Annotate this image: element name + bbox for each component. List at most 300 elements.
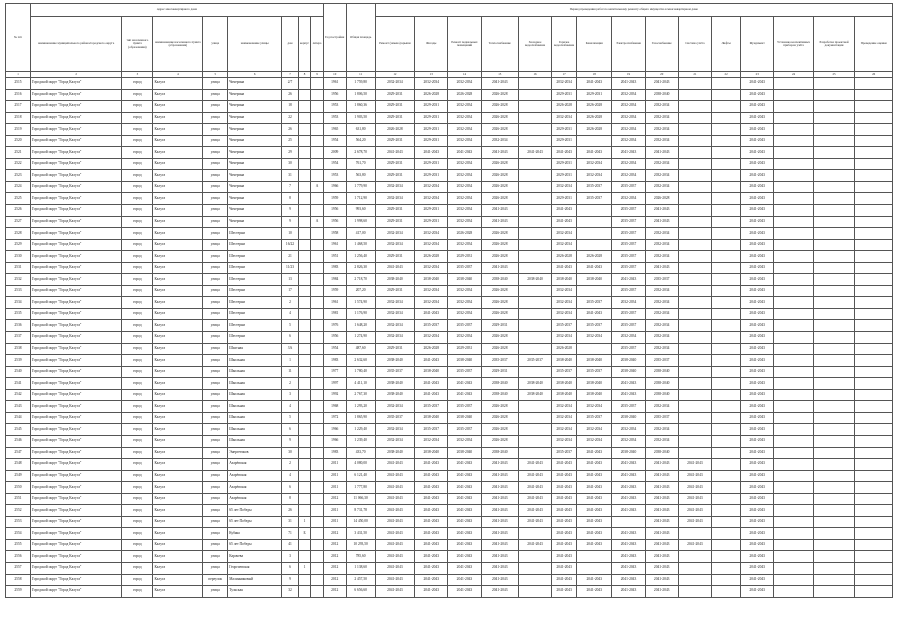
year-cell: 1958 xyxy=(323,228,346,240)
house-cell: 2/7 xyxy=(282,78,299,90)
period-cell: 2035-2037 xyxy=(577,320,612,332)
area-cell: 1 293,20 xyxy=(346,401,375,413)
table-row xyxy=(6,239,893,251)
settlement-cell: Калуга xyxy=(153,274,203,286)
period-cell: 2038-2040 xyxy=(645,378,678,390)
period-cell: 2029-2031 xyxy=(415,112,448,124)
settlement-cell: Калуга xyxy=(153,493,203,505)
period-cell: 2041-2043 xyxy=(375,493,414,505)
korpus-cell xyxy=(298,435,310,447)
table-row xyxy=(6,320,893,332)
table-row xyxy=(6,332,893,344)
table-row xyxy=(6,112,893,124)
period-cell: 2032-2034 xyxy=(552,412,577,424)
street-type-cell: улица xyxy=(203,459,228,471)
period-cell: 2029-2031 xyxy=(375,89,414,101)
period-cell xyxy=(813,355,855,367)
year-cell: 1961 xyxy=(323,297,346,309)
house-cell: 7 xyxy=(282,181,299,193)
empty-cell xyxy=(855,308,893,320)
period-cell xyxy=(518,158,551,170)
house-cell: 5 xyxy=(282,320,299,332)
municipal-cell: Городской округ "Город Калуга" xyxy=(30,147,121,159)
period-cell: 2032-2034 xyxy=(375,320,414,332)
period-cell xyxy=(712,366,741,378)
period-cell: 2041-2043 xyxy=(415,459,448,471)
period-cell: 2035-2037 xyxy=(448,262,481,274)
area-cell: 1 229,40 xyxy=(346,424,375,436)
period-cell xyxy=(774,135,813,147)
table-row xyxy=(6,412,893,424)
column-number: 17 xyxy=(552,72,577,78)
period-cell: 2029-2031 xyxy=(448,251,481,263)
period-cell: 2029-2031 xyxy=(415,101,448,113)
empty-cell xyxy=(855,355,893,367)
period-cell: 2035-2037 xyxy=(577,297,612,309)
period-cell: 2041-2043 xyxy=(481,262,518,274)
municipal-cell: Городской округ "Город Калуга" xyxy=(30,124,121,136)
period-cell xyxy=(678,562,711,574)
municipal-cell: Городской округ "Город Калуга" xyxy=(30,562,121,574)
header-meters: Установка коллективных приборов учёта xyxy=(774,17,813,72)
period-cell: 2041-2043 xyxy=(552,470,577,482)
empty-cell xyxy=(855,424,893,436)
period-cell: 2041-2043 xyxy=(645,482,678,494)
house-cell: 18 xyxy=(282,101,299,113)
street-type-cell: улица xyxy=(203,78,228,90)
row-number: 2515 xyxy=(6,78,31,90)
empty-cell xyxy=(855,112,893,124)
period-cell: 2032-2034 xyxy=(552,112,577,124)
street-cell: Чичерина xyxy=(228,101,282,113)
settlement-type-cell: город xyxy=(122,355,153,367)
year-cell: 1992 xyxy=(323,389,346,401)
header-area: Общая площадь xyxy=(346,4,375,72)
period-cell xyxy=(518,551,551,563)
period-cell: 2041-2043 xyxy=(678,482,711,494)
period-cell: 2041-2043 xyxy=(375,528,414,540)
settlement-type-cell: город xyxy=(122,435,153,447)
period-cell xyxy=(678,320,711,332)
area-cell: 761,70 xyxy=(346,158,375,170)
period-cell: 2032-2034 xyxy=(552,332,577,344)
period-cell: 2041-2043 xyxy=(448,562,481,574)
period-cell: 2041-2043 xyxy=(612,274,645,286)
year-cell: 1953 xyxy=(323,112,346,124)
period-cell xyxy=(774,158,813,170)
table-row xyxy=(6,89,893,101)
row-number: 2539 xyxy=(6,355,31,367)
row-number: 2525 xyxy=(6,193,31,205)
period-cell: 2035-2037 xyxy=(612,343,645,355)
settlement-type-cell: город xyxy=(122,424,153,436)
period-cell: 2038-2040 xyxy=(577,274,612,286)
korpus-cell xyxy=(298,147,310,159)
settlement-cell: Калуга xyxy=(153,505,203,517)
settlement-type-cell: город xyxy=(122,112,153,124)
street-type-cell: улица xyxy=(203,158,228,170)
period-cell: 2029-2031 xyxy=(448,343,481,355)
period-cell: 2041-2043 xyxy=(741,170,774,182)
settlement-type-cell: город xyxy=(122,562,153,574)
year-cell: 2011 xyxy=(323,516,346,528)
period-cell xyxy=(712,539,741,551)
table-row xyxy=(6,135,893,147)
period-cell: 2041-2043 xyxy=(741,308,774,320)
period-cell: 2041-2043 xyxy=(741,239,774,251)
row-number: 2550 xyxy=(6,482,31,494)
period-cell xyxy=(678,355,711,367)
period-cell xyxy=(813,147,855,159)
period-cell: 2038-2040 xyxy=(552,378,577,390)
period-cell xyxy=(577,228,612,240)
period-cell xyxy=(712,586,741,598)
period-cell: 2041-2043 xyxy=(741,101,774,113)
header-facade: Фасады xyxy=(415,17,448,72)
house-cell: 41 xyxy=(282,539,299,551)
period-cell: 2029-2031 xyxy=(552,170,577,182)
period-cell: 2026-2028 xyxy=(375,124,414,136)
period-cell: 2041-2043 xyxy=(481,586,518,598)
header-heat: Теплоснабжение xyxy=(481,17,518,72)
year-cell: 2012 xyxy=(323,551,346,563)
year-cell: 1966 xyxy=(323,181,346,193)
period-cell: 2041-2043 xyxy=(741,401,774,413)
settlement-type-cell: город xyxy=(122,412,153,424)
period-cell xyxy=(678,447,711,459)
period-cell xyxy=(712,378,741,390)
area-cell: 6 656,60 xyxy=(346,586,375,598)
period-cell: 2041-2043 xyxy=(678,505,711,517)
row-number: 2557 xyxy=(6,562,31,574)
area-cell: 487,60 xyxy=(346,343,375,355)
settlement-type-cell: город xyxy=(122,170,153,182)
litera-cell xyxy=(311,320,324,332)
municipal-cell: Городской округ "Город Калуга" xyxy=(30,343,121,355)
period-cell: 2038-2040 xyxy=(577,355,612,367)
settlement-type-cell: город xyxy=(122,216,153,228)
period-cell xyxy=(712,482,741,494)
period-cell: 2035-2037 xyxy=(415,424,448,436)
litera-cell xyxy=(311,158,324,170)
period-cell: 2029-2031 xyxy=(375,101,414,113)
period-cell xyxy=(813,251,855,263)
period-cell: 2038-2040 xyxy=(448,355,481,367)
street-type-cell: улица xyxy=(203,470,228,482)
period-cell xyxy=(712,193,741,205)
period-cell: 2041-2043 xyxy=(448,493,481,505)
period-cell xyxy=(678,181,711,193)
year-cell: 1981 xyxy=(323,308,346,320)
column-number: 19 xyxy=(612,72,645,78)
municipal-cell: Городской округ "Город Калуга" xyxy=(30,274,121,286)
street-type-cell: улица xyxy=(203,528,228,540)
period-cell xyxy=(678,274,711,286)
area-cell: 1 712,90 xyxy=(346,193,375,205)
korpus-cell xyxy=(298,320,310,332)
period-cell: 2038-2040 xyxy=(481,447,518,459)
street-cell: Школьная xyxy=(228,424,282,436)
area-cell: 10 293,50 xyxy=(346,539,375,551)
period-cell: 2041-2043 xyxy=(741,366,774,378)
period-cell: 2041-2043 xyxy=(741,205,774,217)
settlement-cell: Калуга xyxy=(153,112,203,124)
litera-cell xyxy=(311,378,324,390)
settlement-type-cell: город xyxy=(122,89,153,101)
period-cell xyxy=(774,239,813,251)
litera-cell xyxy=(311,308,324,320)
year-cell: 1953 xyxy=(323,101,346,113)
period-cell: 2041-2043 xyxy=(645,539,678,551)
period-cell: 2032-2034 xyxy=(612,332,645,344)
period-cell: 2041-2043 xyxy=(612,147,645,159)
period-cell xyxy=(774,78,813,90)
house-cell: 32 xyxy=(282,586,299,598)
period-cell xyxy=(577,205,612,217)
street-type-cell: улица xyxy=(203,539,228,551)
period-cell xyxy=(774,435,813,447)
period-cell: 2032-2034 xyxy=(448,78,481,90)
municipal-cell: Городской округ "Город Калуга" xyxy=(30,447,121,459)
settlement-cell: Калуга xyxy=(153,239,203,251)
municipal-cell: Городской округ "Город Калуга" xyxy=(30,89,121,101)
period-cell: 2041-2043 xyxy=(415,308,448,320)
period-cell xyxy=(813,493,855,505)
period-cell: 2032-2034 xyxy=(375,228,414,240)
period-cell: 2041-2043 xyxy=(741,251,774,263)
period-cell: 2038-2040 xyxy=(518,389,551,401)
period-cell: 2038-2040 xyxy=(481,378,518,390)
period-cell xyxy=(813,528,855,540)
settlement-cell: Калуга xyxy=(153,562,203,574)
house-cell: 3А xyxy=(282,343,299,355)
period-cell xyxy=(774,262,813,274)
house-cell: 71 xyxy=(282,528,299,540)
row-number: 2540 xyxy=(6,366,31,378)
municipal-cell: Городской округ "Город Калуга" xyxy=(30,389,121,401)
period-cell: 2041-2043 xyxy=(741,389,774,401)
litera-cell xyxy=(311,205,324,217)
area-cell: 1 574,90 xyxy=(346,297,375,309)
street-cell: Чичерина xyxy=(228,216,282,228)
period-cell: 2038-2040 xyxy=(448,447,481,459)
street-cell: 65 лет Победы xyxy=(228,539,282,551)
period-cell xyxy=(712,459,741,471)
table-row xyxy=(6,586,893,598)
litera-cell xyxy=(311,389,324,401)
header-no: № п/п xyxy=(6,4,31,72)
street-cell: Шестерни xyxy=(228,274,282,286)
period-cell: 2032-2034 xyxy=(375,181,414,193)
period-cell xyxy=(712,528,741,540)
empty-cell xyxy=(855,505,893,517)
period-cell xyxy=(774,505,813,517)
period-cell xyxy=(774,101,813,113)
period-cell: 2041-2043 xyxy=(645,574,678,586)
house-cell: 6 xyxy=(282,332,299,344)
street-cell: Кубяка xyxy=(228,528,282,540)
period-cell: 2041-2043 xyxy=(552,147,577,159)
period-cell: 2041-2043 xyxy=(481,516,518,528)
house-cell: 3 xyxy=(282,551,299,563)
settlement-cell: Калуга xyxy=(153,470,203,482)
settlement-type-cell: город xyxy=(122,297,153,309)
period-cell xyxy=(678,366,711,378)
period-cell: 2032-2034 xyxy=(552,424,577,436)
period-cell: 2032-2034 xyxy=(415,262,448,274)
settlement-type-cell: город xyxy=(122,401,153,413)
year-cell: 1961 xyxy=(323,239,346,251)
street-cell: 65 лет Победы xyxy=(228,505,282,517)
street-cell: Чичерина xyxy=(228,112,282,124)
period-cell xyxy=(712,147,741,159)
column-number: 4 xyxy=(153,72,203,78)
period-cell xyxy=(518,112,551,124)
period-cell xyxy=(813,470,855,482)
period-cell: 2029-2031 xyxy=(415,170,448,182)
period-cell: 2041-2043 xyxy=(448,147,481,159)
period-cell: 2038-2040 xyxy=(375,389,414,401)
period-cell xyxy=(678,401,711,413)
period-cell: 2041-2043 xyxy=(645,505,678,517)
header-foundation: Фундамент xyxy=(741,17,774,72)
area-cell: 1 648,20 xyxy=(346,320,375,332)
area-cell: 417,00 xyxy=(346,228,375,240)
header-municipal: наименование муниципального района/городского округа xyxy=(30,17,121,72)
period-cell: 2041-2043 xyxy=(375,551,414,563)
period-cell: 2032-2034 xyxy=(415,297,448,309)
period-cell: 2041-2043 xyxy=(577,539,612,551)
period-cell: 2041-2043 xyxy=(481,551,518,563)
street-type-cell: улица xyxy=(203,562,228,574)
litera-cell xyxy=(311,539,324,551)
municipal-cell: Городской округ "Город Калуга" xyxy=(30,78,121,90)
period-cell: 2035-2037 xyxy=(375,366,414,378)
column-number: 5 xyxy=(203,72,228,78)
period-cell xyxy=(518,262,551,274)
house-cell: 25 xyxy=(282,135,299,147)
table-row xyxy=(6,124,893,136)
period-cell xyxy=(774,216,813,228)
litera-cell xyxy=(311,285,324,297)
period-cell: 2026-2028 xyxy=(577,251,612,263)
period-cell: 2041-2043 xyxy=(612,470,645,482)
period-cell: 2041-2043 xyxy=(518,147,551,159)
year-cell: 2012 xyxy=(323,528,346,540)
street-type-cell: улица xyxy=(203,216,228,228)
period-cell: 2041-2043 xyxy=(415,470,448,482)
period-cell: 2038-2040 xyxy=(552,389,577,401)
period-cell: 2035-2037 xyxy=(612,181,645,193)
period-cell: 2041-2043 xyxy=(448,378,481,390)
period-cell: 2035-2037 xyxy=(448,366,481,378)
litera-cell xyxy=(311,493,324,505)
row-number: 2541 xyxy=(6,378,31,390)
period-cell: 2029-2031 xyxy=(375,112,414,124)
settlement-cell: Калуга xyxy=(153,89,203,101)
period-cell: 2041-2043 xyxy=(415,586,448,598)
period-cell: 2041-2043 xyxy=(577,262,612,274)
period-cell: 2032-2034 xyxy=(645,401,678,413)
street-type-cell: улица xyxy=(203,147,228,159)
period-cell: 2041-2043 xyxy=(741,262,774,274)
period-cell xyxy=(813,562,855,574)
period-cell: 2032-2034 xyxy=(645,332,678,344)
period-cell: 2038-2040 xyxy=(612,355,645,367)
settlement-cell: Калуга xyxy=(153,435,203,447)
header-korpus: корпус xyxy=(298,17,310,72)
house-cell: 26 xyxy=(282,124,299,136)
area-cell: 631,80 xyxy=(346,124,375,136)
litera-cell xyxy=(311,528,324,540)
litera-cell xyxy=(311,251,324,263)
period-cell: 2032-2034 xyxy=(645,228,678,240)
korpus-cell xyxy=(298,228,310,240)
period-cell xyxy=(774,89,813,101)
period-cell: 2041-2043 xyxy=(375,562,414,574)
period-cell: 2041-2043 xyxy=(448,389,481,401)
settlement-type-cell: город xyxy=(122,539,153,551)
period-cell xyxy=(577,551,612,563)
period-cell: 2029-2031 xyxy=(481,320,518,332)
period-cell: 2041-2043 xyxy=(415,147,448,159)
period-cell: 2038-2040 xyxy=(552,274,577,286)
header-litera: литера xyxy=(311,17,324,72)
settlement-cell: Калуга xyxy=(153,424,203,436)
period-cell: 2032-2034 xyxy=(645,158,678,170)
street-type-cell: улица xyxy=(203,170,228,182)
period-cell: 2041-2043 xyxy=(741,78,774,90)
period-cell xyxy=(577,285,612,297)
period-cell: 2041-2043 xyxy=(481,216,518,228)
header-hot-water: Горячее водоснабжение xyxy=(552,17,577,72)
period-cell xyxy=(518,216,551,228)
street-cell: Шестерни xyxy=(228,285,282,297)
empty-cell xyxy=(855,343,893,355)
period-cell xyxy=(518,170,551,182)
street-cell: Чичерина xyxy=(228,158,282,170)
korpus-cell xyxy=(298,193,310,205)
house-cell: 4 xyxy=(282,470,299,482)
house-cell: 6 xyxy=(282,424,299,436)
header-basement: Ремонт подвальных помещений xyxy=(448,17,481,72)
period-cell: 2026-2028 xyxy=(481,89,518,101)
street-type-cell: улица xyxy=(203,482,228,494)
street-cell: Шестерни xyxy=(228,239,282,251)
area-cell: 563,80 xyxy=(346,170,375,182)
street-type-cell: улица xyxy=(203,424,228,436)
period-cell xyxy=(712,355,741,367)
period-cell: 2032-2034 xyxy=(612,112,645,124)
house-cell: 8 xyxy=(282,193,299,205)
period-cell xyxy=(678,147,711,159)
period-cell: 2026-2028 xyxy=(481,424,518,436)
period-cell xyxy=(774,586,813,598)
street-cell: 65 лет Победы xyxy=(228,516,282,528)
period-cell: 2041-2043 xyxy=(448,574,481,586)
period-cell: 2041-2043 xyxy=(612,378,645,390)
municipal-cell: Городской округ "Город Калуга" xyxy=(30,216,121,228)
settlement-type-cell: город xyxy=(122,181,153,193)
period-cell: 2032-2034 xyxy=(375,239,414,251)
period-cell: 2029-2031 xyxy=(552,158,577,170)
header-last: Проведение оценки xyxy=(855,17,893,72)
period-cell: 2041-2043 xyxy=(741,297,774,309)
settlement-type-cell: город xyxy=(122,274,153,286)
period-cell xyxy=(712,101,741,113)
period-cell: 2032-2034 xyxy=(448,297,481,309)
period-cell: 2038-2040 xyxy=(375,447,414,459)
